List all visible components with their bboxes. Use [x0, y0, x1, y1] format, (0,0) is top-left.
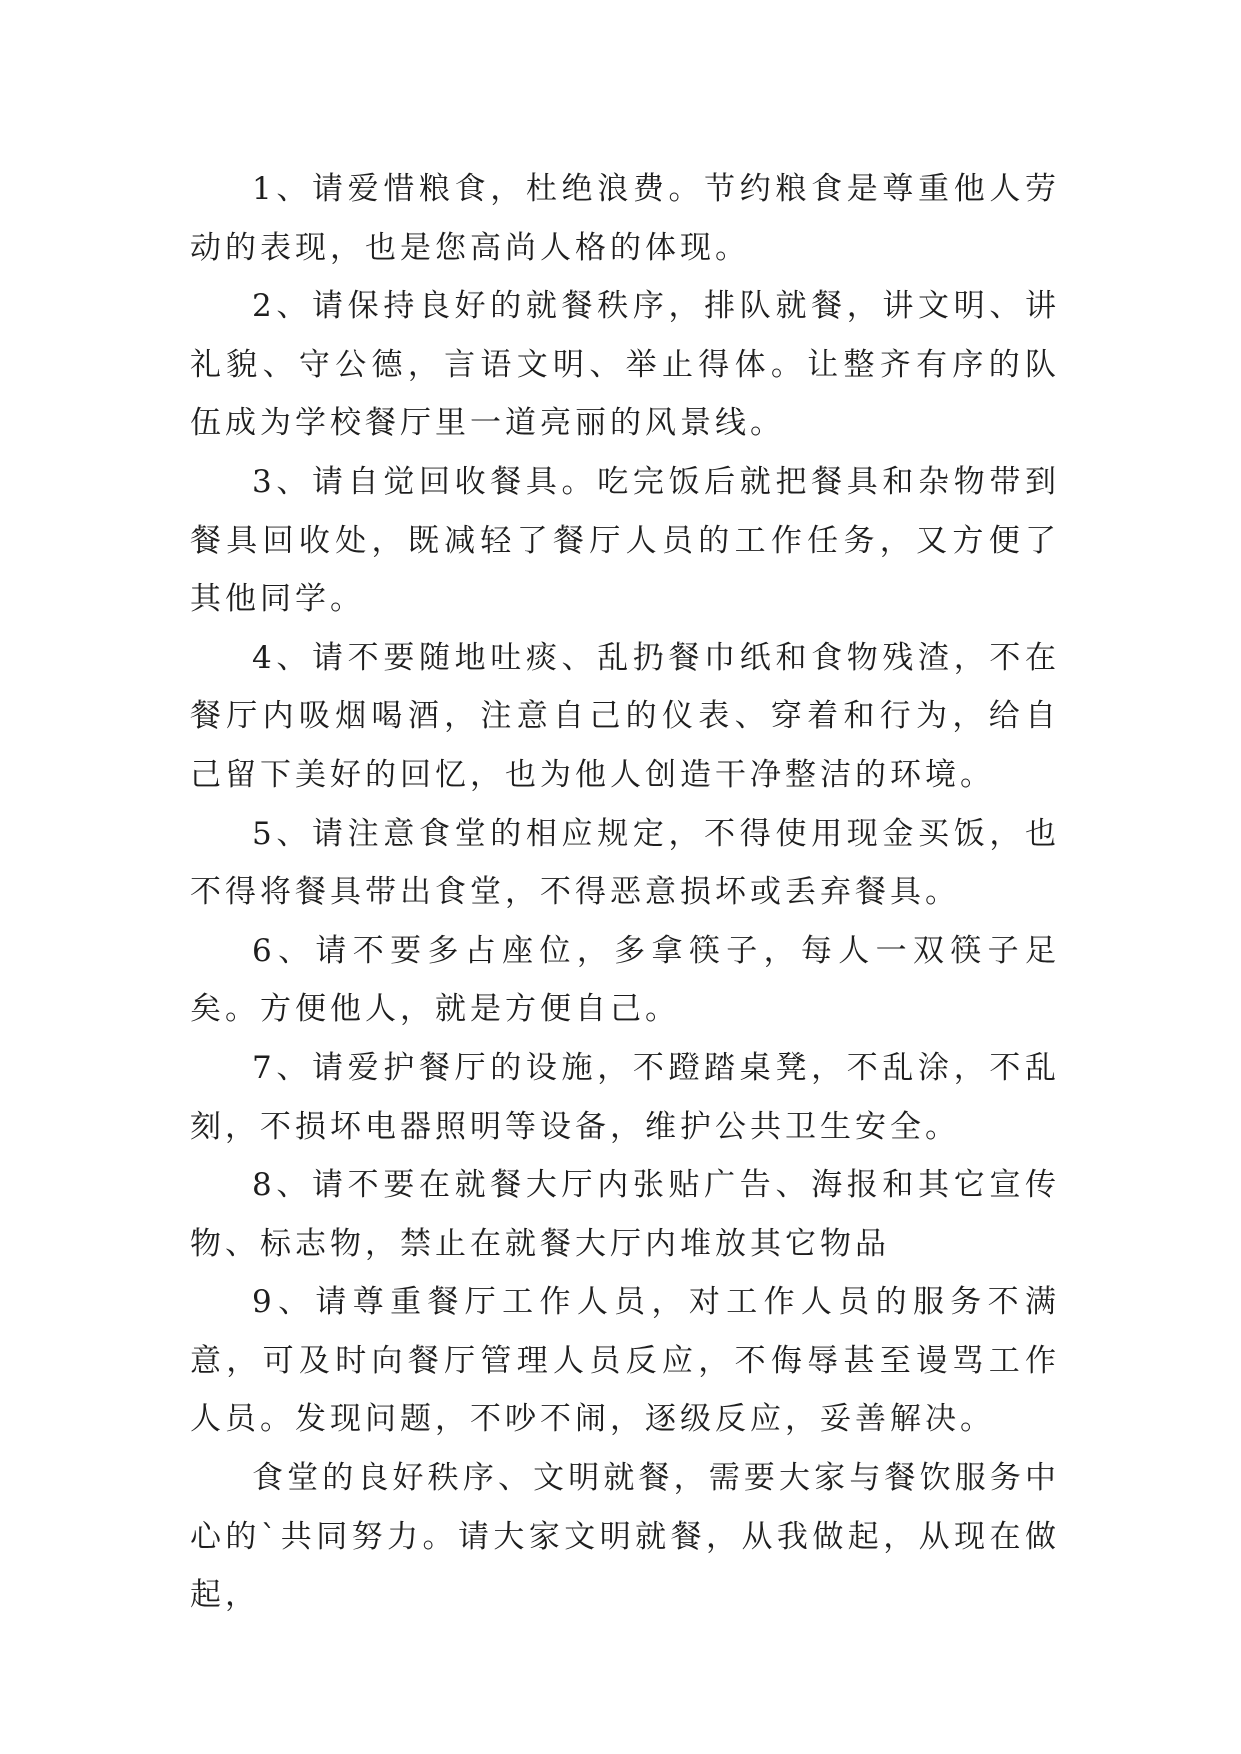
rule-9-paragraph: 9、请尊重餐厅工作人员，对工作人员的服务不满意，可及时向餐厅管理人员反应，不侮辱甚至谩骂工作人员。发现问题，不吵不闹，逐级反应，妥善解决。	[190, 1284, 1060, 1438]
rule-2-paragraph: 2、请保持良好的就餐秩序，排队就餐，讲文明、讲礼貌、守公德，言语文明、举止得体。让整齐有序的队伍成为学校餐厅里一道亮丽的风景线。	[190, 288, 1060, 442]
rule-1-paragraph: 1、请爱惜粮食，杜绝浪费。节约粮食是尊重他人劳动的表现，也是您高尚人格的体现。	[190, 171, 1060, 266]
closing-paragraph: 食堂的良好秩序、文明就餐，需要大家与餐饮服务中心的`共同努力。请大家文明就餐，从我做起，从现在做起，	[190, 1460, 1060, 1614]
rule-5-paragraph: 5、请注意食堂的相应规定，不得使用现金买饭，也不得将餐具带出食堂，不得恶意损坏或丢弃餐具。	[190, 815, 1060, 911]
rule-8-paragraph: 8、请不要在就餐大厅内张贴广告、海报和其它宣传物、标志物，禁止在就餐大厅内堆放其它物品	[190, 1167, 1060, 1262]
rule-7-paragraph: 7、请爱护餐厅的设施，不蹬踏桌凳，不乱涂，不乱刻，不损坏电器照明等设备，维护公共卫生安全。	[190, 1049, 1060, 1145]
rule-4-paragraph: 4、请不要随地吐痰、乱扔餐巾纸和食物残渣，不在餐厅内吸烟喝酒，注意自己的仪表、穿着和行为，给自己留下美好的回忆，也为他人创造干净整洁的环境。	[190, 639, 1060, 793]
rule-6-paragraph: 6、请不要多占座位，多拿筷子，每人一双筷子足矣。方便他人，就是方便自己。	[190, 932, 1060, 1028]
document-body	[190, 160, 1060, 1625]
rule-3-paragraph: 3、请自觉回收餐具。吃完饭后就把餐具和杂物带到餐具回收处，既减轻了餐厅人员的工作任务，又方便了其他同学。	[190, 463, 1060, 618]
